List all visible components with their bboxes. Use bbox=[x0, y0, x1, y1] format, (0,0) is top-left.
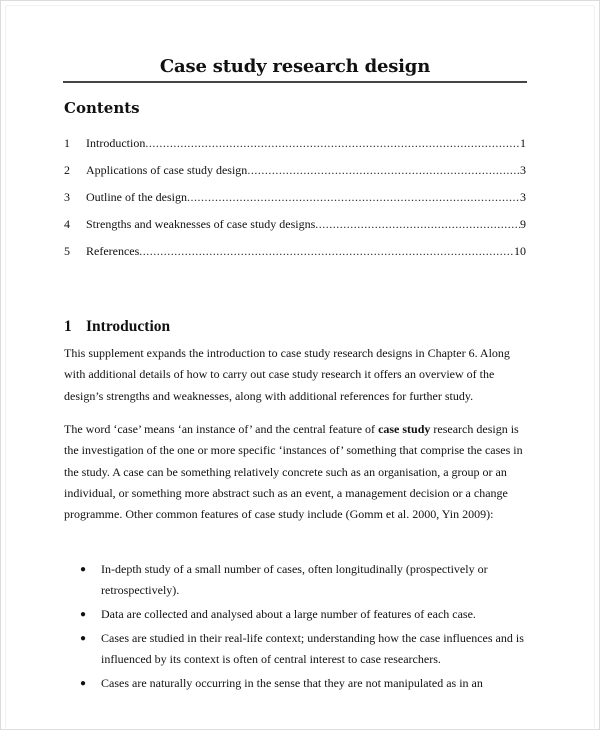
toc-entry-applications[interactable] bbox=[64, 162, 526, 189]
toc-dot-leader bbox=[139, 243, 514, 259]
document-title: Case study research design bbox=[159, 56, 431, 77]
toc-entry-strengths-weaknesses[interactable] bbox=[64, 216, 526, 243]
toc-entry-page: 3 bbox=[520, 190, 526, 204]
contents-heading: Contents bbox=[64, 99, 140, 117]
toc-entry-title: Outline of the design bbox=[86, 190, 187, 204]
bullet-icon: ● bbox=[80, 677, 87, 689]
list-item-text: Cases are studied in their real-life context; understanding how the case influences and is influenced by its context is often of central interest to case researchers. bbox=[101, 630, 524, 667]
toc-entry-title: Introduction bbox=[86, 136, 146, 150]
list-item bbox=[64, 673, 526, 694]
toc-entry-number: 3 bbox=[64, 190, 70, 204]
table-of-contents bbox=[64, 135, 526, 270]
bullet-icon: ● bbox=[80, 564, 87, 575]
toc-entry-number: 5 bbox=[64, 244, 70, 258]
toc-entry-title: Strengths and weaknesses of case study designs bbox=[86, 217, 316, 231]
list-item-text: Cases are naturally occurring in the sense that they are not manipulated as in an bbox=[101, 675, 483, 690]
toc-entry-references[interactable] bbox=[64, 243, 526, 270]
paragraph-text: research design is the investigation of the one or more specific ‘instances of’ something that comprise the cases in the study. A case can be something relatively concrete such as an organisation, a group or an individual, or something more abstract such as an event, a management decision or a change programme. Other common features of case study include (Gomm et al. 2000, Yin 2009): bbox=[64, 422, 523, 522]
list-item bbox=[64, 559, 526, 602]
intro-paragraph-2 bbox=[64, 419, 526, 525]
toc-entry-page: 10 bbox=[514, 244, 526, 258]
toc-entry-number: 2 bbox=[64, 163, 70, 177]
toc-dot-leader bbox=[145, 135, 520, 151]
section-heading-introduction bbox=[64, 316, 170, 338]
toc-entry-page: 9 bbox=[520, 217, 526, 231]
features-bullet-list bbox=[64, 559, 526, 697]
bullet-icon: ● bbox=[80, 632, 87, 644]
section-number: 1 bbox=[64, 318, 72, 335]
bullet-icon: ● bbox=[80, 609, 87, 621]
list-item bbox=[64, 628, 526, 671]
toc-dot-leader bbox=[247, 162, 520, 178]
paragraph-text: The word ‘case’ means ‘an instance of’ and the central feature of bbox=[64, 422, 379, 436]
intro-paragraph-1: This supplement expands the introduction to case study research designs in Chapter 6. Along with additional details of how to carry out case study research it offers an overview of the design’s strengths and weaknesses, along with additional references for further study. bbox=[64, 346, 510, 403]
toc-entry-page: 3 bbox=[520, 163, 526, 177]
toc-entry-title: Applications of case study design bbox=[86, 163, 248, 177]
list-item-text: Data are collected and analysed about a large number of features of each case. bbox=[101, 607, 476, 622]
toc-entry-outline[interactable] bbox=[64, 189, 526, 216]
list-item-text: In-depth study of a small number of cases, often longitudinally (prospectively or retrospectively). bbox=[101, 562, 488, 598]
toc-entry-title: References bbox=[86, 244, 140, 258]
title-divider bbox=[63, 81, 527, 83]
section-title: Introduction bbox=[86, 318, 171, 335]
toc-entry-number: 4 bbox=[64, 217, 70, 231]
emphasized-term: case study bbox=[378, 422, 431, 436]
toc-dot-leader bbox=[187, 189, 520, 205]
toc-entry-page: 1 bbox=[520, 136, 526, 150]
list-item bbox=[64, 604, 526, 625]
toc-dot-leader bbox=[315, 216, 520, 232]
toc-entry-introduction[interactable] bbox=[64, 135, 526, 162]
toc-entry-number: 1 bbox=[64, 136, 70, 150]
